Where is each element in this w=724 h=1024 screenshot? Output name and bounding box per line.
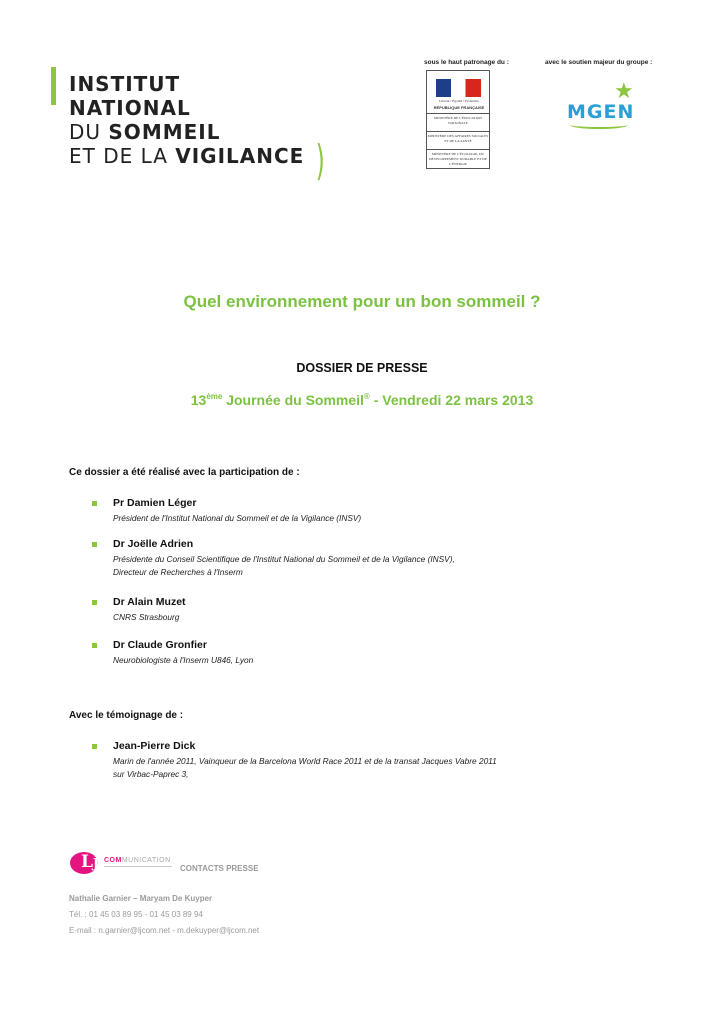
person-role-line: Président de l'Institut National du Sommeil et de la Vigilance (INSV) [113, 513, 362, 523]
agency-name-com: COM [104, 857, 122, 864]
bullet-icon [92, 643, 97, 648]
insv-logo [69, 72, 304, 168]
logo-parenthesis-icon: ) [315, 136, 325, 185]
agency-name-rest: MUNICATION [121, 857, 171, 864]
person-role [113, 755, 497, 781]
dossier-heading: DOSSIER DE PRESSE [296, 361, 428, 375]
logo-line-1: INSTITUT [69, 72, 181, 96]
mgen-arc-icon [570, 121, 628, 129]
logo-line-3-prefix: DU [69, 120, 109, 144]
person-name: Dr Joëlle Adrien [113, 538, 194, 550]
person-role-line: Neurobiologiste à l'Inserm U846, Lyon [113, 655, 254, 665]
person-role [113, 512, 361, 525]
agency-letter-j: j [92, 852, 100, 872]
person-role-line: Directeur de Recherches à l'Inserm [113, 567, 243, 577]
person-role [113, 611, 179, 624]
logo-line-3-bold: SOMMEIL [108, 120, 221, 144]
government-logo [426, 70, 490, 169]
person-name: Dr Claude Gronfier [113, 639, 207, 651]
bullet-icon [92, 744, 97, 749]
contact-phone: Tél. : 01 45 03 89 95 - 01 45 03 89 94 [69, 910, 203, 919]
event-subtitle [0, 392, 724, 408]
patronage-label: sous le haut patronage du : [424, 59, 509, 66]
logo-line-4-bold: VIGILANCE [175, 144, 305, 168]
logo-accent-bar [51, 67, 56, 105]
ministry-ecology: MINISTÈRE DE L'ÉCOLOGIE, DU DÉVELOPPEMENT DURABLE ET DE L'ÉNERGIE [427, 149, 489, 167]
ministry-health: MINISTÈRE DES AFFAIRES SOCIALES ET DE LA SANTÉ [427, 131, 489, 144]
agency-name [104, 857, 171, 864]
person-role-line: sur Virbac-Paprec 3, [113, 769, 189, 779]
bullet-icon [92, 600, 97, 605]
logo-line-3 [69, 120, 304, 144]
contact-email[interactable]: E-mail : n.garnier@ljcom.net - m.dekuyper@ljcom.net [69, 926, 260, 935]
logo-line-4-prefix: ET DE LA [69, 144, 176, 168]
person-name: Dr Alain Muzet [113, 596, 186, 608]
person-role-line: Marin de l'année 2011, Vainqueur de la Barcelona World Race 2011 et de la transat Jacques Vabre 2011 [113, 756, 497, 766]
event-ordinal: ème [206, 392, 223, 401]
person-role-line: Présidente du Conseil Scientifique de l'Institut National du Sommeil et de la Vigilance (INSV), [113, 554, 455, 564]
republic-motto: Liberté • Égalité • Fraternité [439, 99, 479, 103]
ministry-education: MINISTÈRE DE L'ÉDUCATION NATIONALE [427, 113, 489, 126]
person-role [113, 553, 455, 579]
temoignage-intro: Avec le témoignage de : [69, 710, 184, 721]
person-role [113, 654, 253, 667]
event-name: Journée du Sommeil [222, 392, 364, 408]
agency-letter-l: L [81, 852, 93, 872]
agency-logo-letters [81, 852, 99, 872]
person-name: Pr Damien Léger [113, 497, 197, 509]
bullet-icon [92, 542, 97, 547]
bullet-icon [92, 501, 97, 506]
logo-line-2: NATIONAL [69, 96, 191, 120]
participation-intro: Ce dossier a été réalisé avec la participation de : [69, 467, 300, 478]
event-number: 13 [190, 392, 207, 408]
agency-divider [104, 866, 172, 867]
contacts-label: CONTACTS PRESSE [180, 864, 259, 873]
republic-name: RÉPUBLIQUE FRANÇAISE [433, 105, 485, 110]
mgen-star-icon: ★ [614, 78, 634, 103]
french-flag-icon [436, 79, 481, 97]
logo-line-4 [69, 144, 304, 168]
support-label: avec le soutien majeur du groupe : [545, 59, 653, 66]
event-date: - Vendredi 22 mars 2013 [369, 392, 534, 408]
page-title: Quel environnement pour un bon sommeil ? [183, 292, 541, 311]
registered-mark: ® [363, 392, 370, 401]
mgen-logo: MGEN [567, 101, 635, 123]
person-name: Jean-Pierre Dick [113, 740, 196, 752]
person-role-line: CNRS Strasbourg [113, 612, 180, 622]
contact-names: Nathalie Garnier – Maryam De Kuyper [69, 894, 213, 903]
